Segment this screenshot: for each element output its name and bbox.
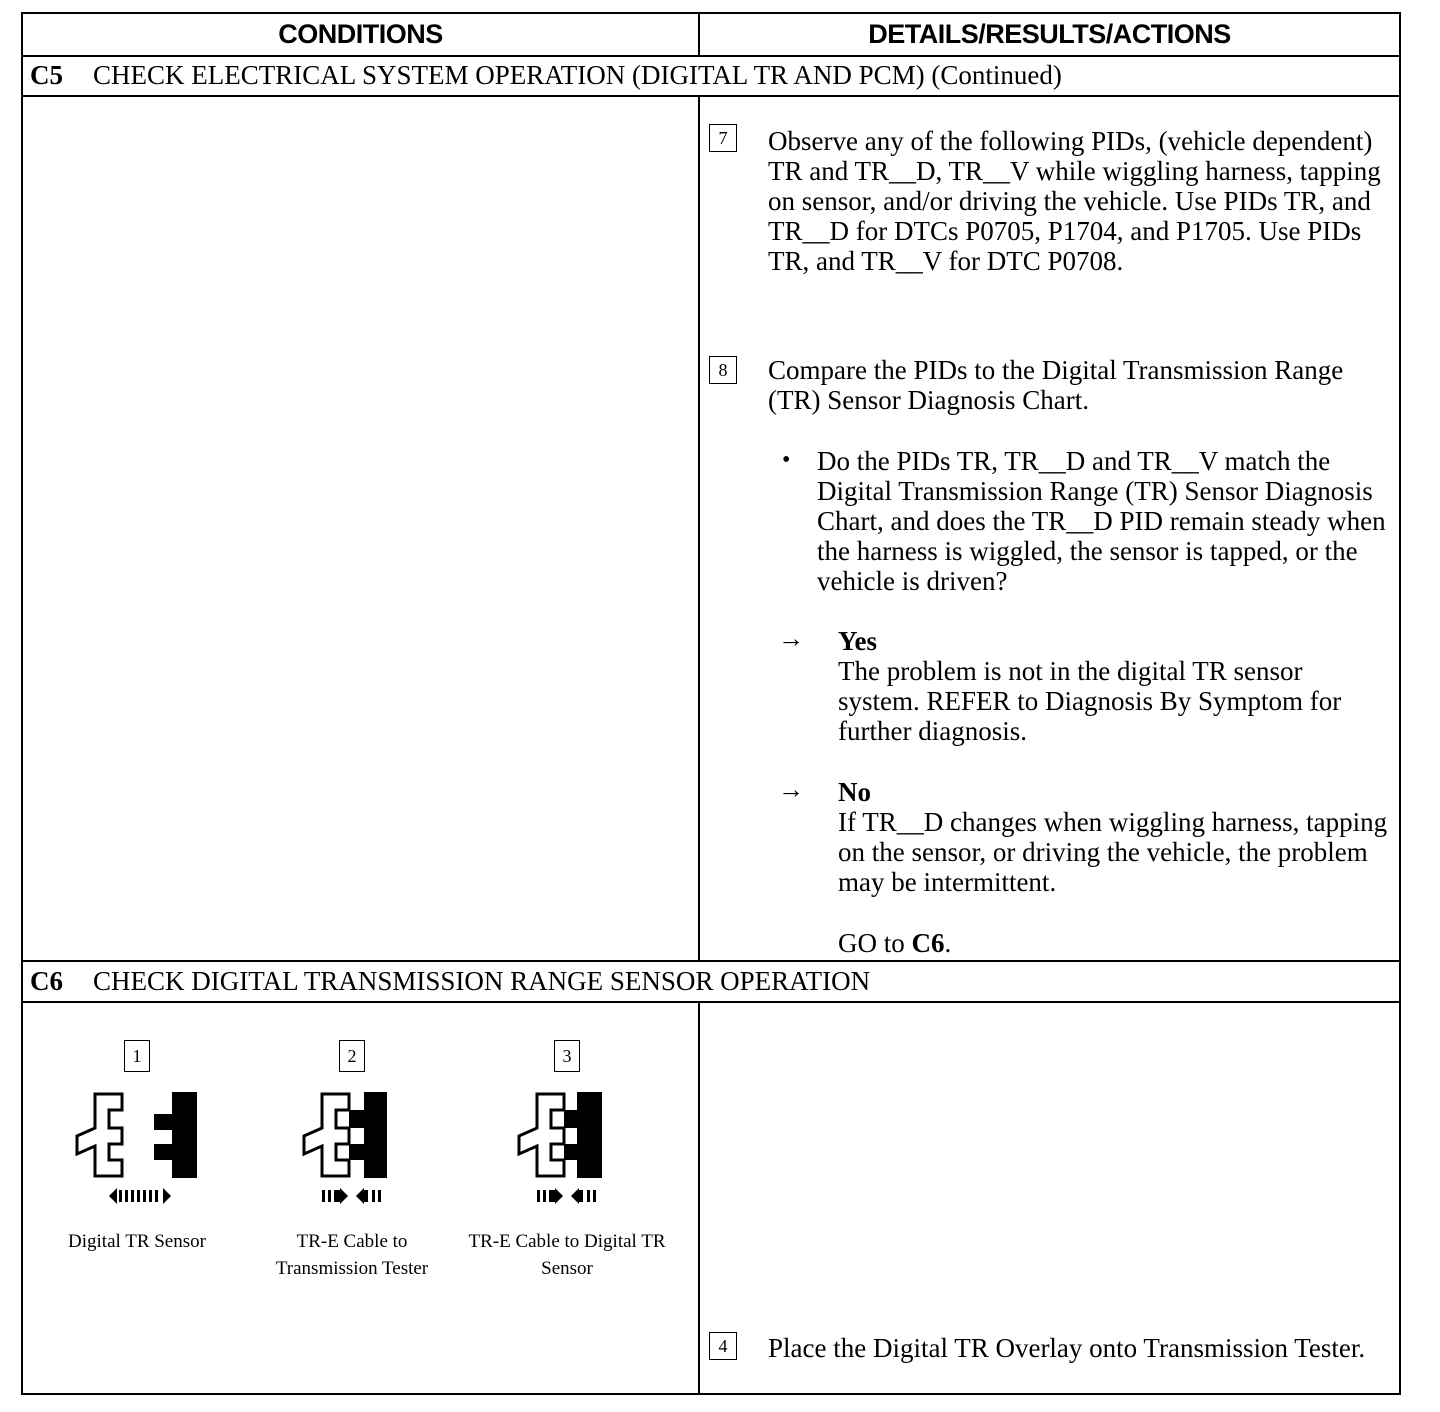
step-8-bullet: • [782,447,791,473]
figure-1-caption: Digital TR Sensor [68,1231,206,1252]
step-8-text: Compare the PIDs to the Digital Transmission Range (TR) Sensor Diagnosis Chart. [768,355,1344,415]
header-divider [21,55,1401,57]
goto-c6 [838,928,951,958]
step-4-number: 4 [709,1332,737,1360]
figure-2-caption: TR-E Cable to Transmission Tester [275,1231,429,1279]
no-arrow-icon: → [778,775,804,804]
c5-title: CHECK ELECTRICAL SYSTEM OPERATION (DIGITAL TR AND PCM) (Continued) [93,60,1062,90]
figure-3-caption: TR-E Cable to Digital TR Sensor [468,1231,666,1279]
goto-target: C6 [911,928,945,958]
step-7-number: 7 [709,124,737,152]
conditions-header: CONDITIONS [278,18,443,49]
c6-title-divider [21,1001,1401,1003]
connector-joined-icon [467,1090,667,1220]
c6-top-divider [21,960,1401,962]
step-4-text: Place the Digital TR Overlay onto Transmission Tester. [768,1333,1366,1363]
details-header: DETAILS/RESULTS/ACTIONS [868,18,1231,49]
figure-2-number: 2 [339,1040,365,1072]
goto-prefix: GO to [838,928,912,958]
step-7-text: Observe any of the following PIDs, (vehicle dependent) TR and TR__D, TR__V while wiggling harness, tapping on sensor, and/or driving the vehicle. Use PIDs TR, and TR__D for DTCs P0705, P1704, and P1705. Use PIDs TR, and TR__V for DTC P0708. [768,126,1381,276]
c5-section-title [30,60,1062,91]
c5-title-divider [21,95,1401,97]
c6-title: CHECK DIGITAL TRANSMISSION RANGE SENSOR OPERATION [93,966,871,996]
figure-1-number: 1 [124,1040,150,1072]
c5-code: C5 [30,60,63,90]
yes-arrow-icon: → [778,624,804,653]
column-divider-c6 [698,1001,700,1395]
connector-separated-icon [37,1090,237,1220]
yes-label: Yes [838,626,877,656]
connector-joined-icon [252,1090,452,1220]
goto-suffix: . [944,928,952,958]
c6-code: C6 [30,966,63,996]
no-text: If TR__D changes when wiggling harness, tapping on the sensor, or driving the vehicle, the problem may be intermittent. [838,807,1388,897]
yes-text: The problem is not in the digital TR sensor system. REFER to Diagnosis By Symptom for further diagnosis. [838,656,1342,746]
figure-3-number: 3 [554,1040,580,1072]
column-divider-c5 [698,95,700,961]
step-8-question: Do the PIDs TR, TR__D and TR__V match the Digital Transmission Range (TR) Sensor Diagnosis Chart, and does the TR__D PID remain steady when the harness is wiggled, the sensor is tapped, or the vehicle is driven? [817,446,1386,596]
c6-section-title [30,966,870,997]
step-8-number: 8 [709,356,737,384]
no-label: No [838,777,871,807]
